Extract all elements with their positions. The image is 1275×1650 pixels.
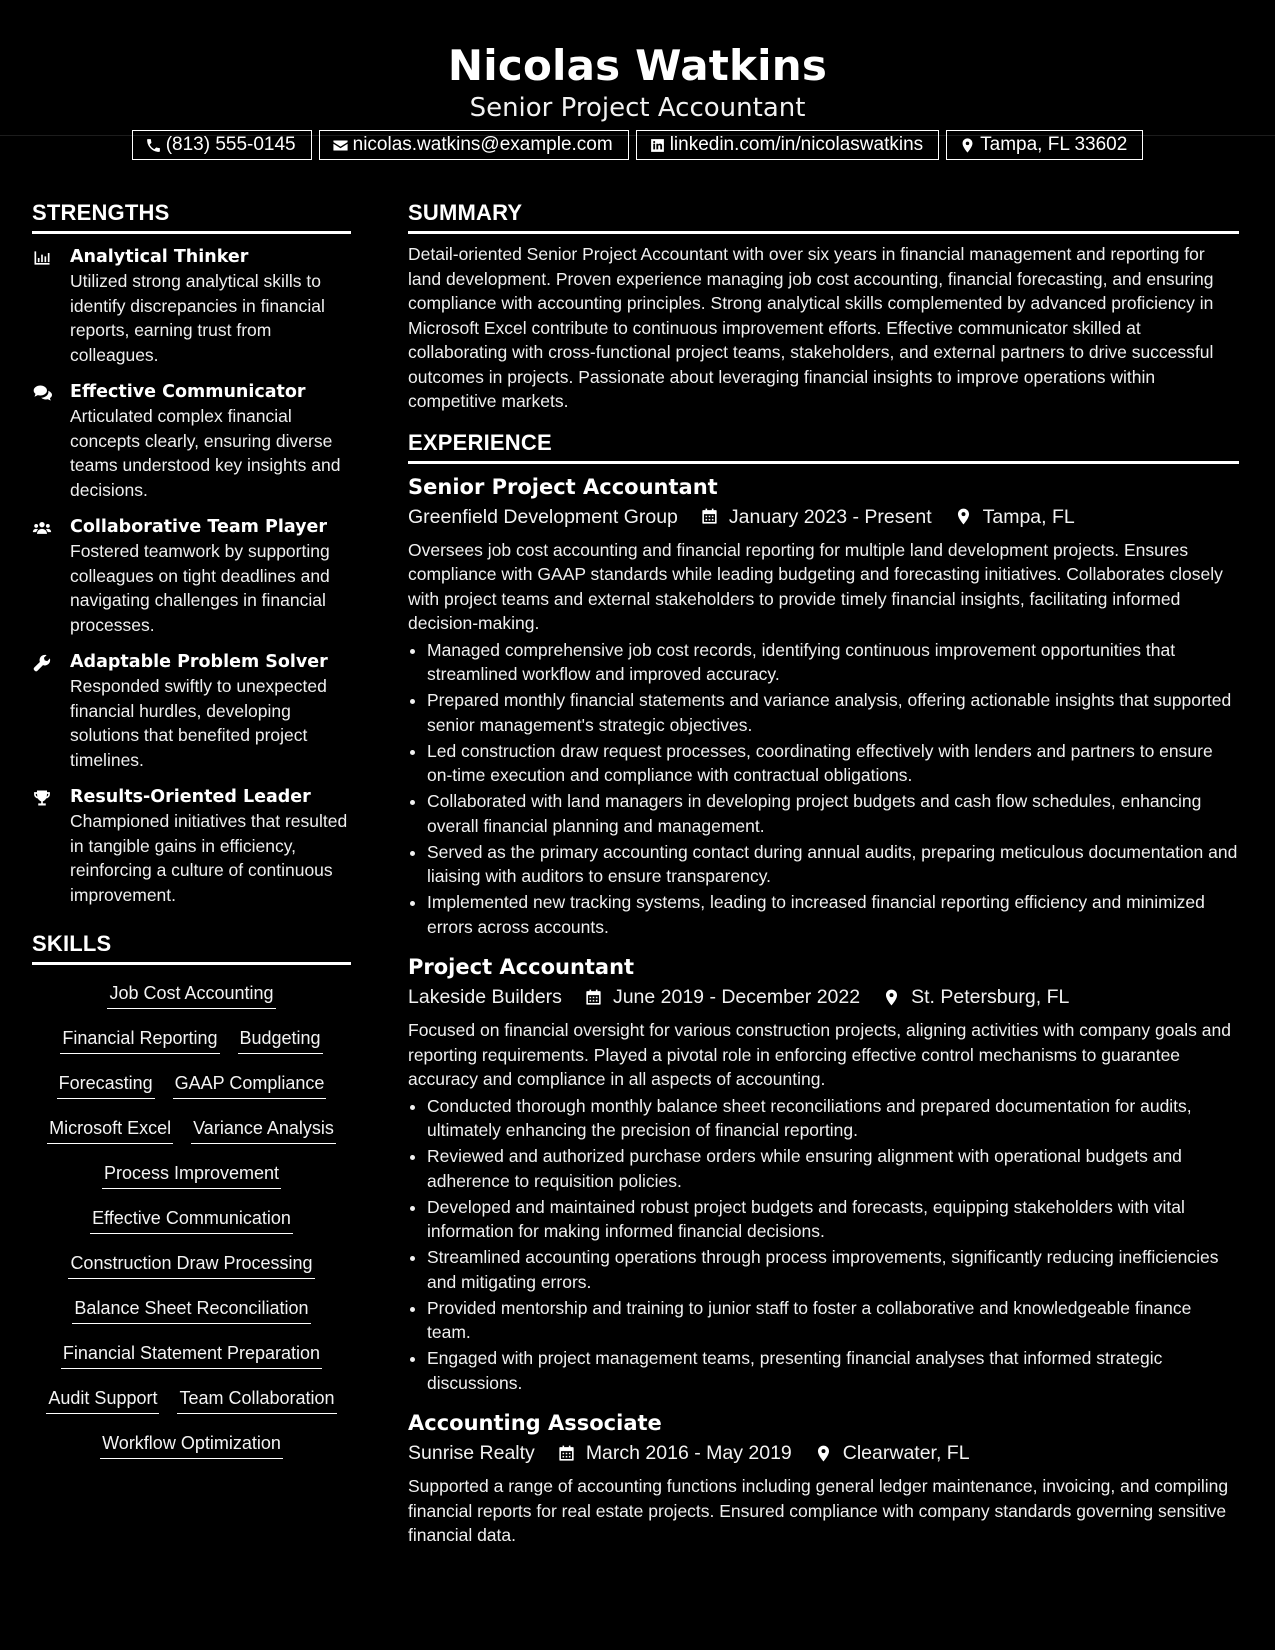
location-text: Tampa, FL 33602 — [980, 134, 1128, 155]
strength-title: Effective Communicator — [70, 382, 306, 402]
strength-item — [32, 650, 351, 772]
strength-description: Articulated complex financial concepts clearly, ensuring diverse teams understood key insights and decisions. — [70, 406, 341, 500]
contact-location[interactable] — [946, 130, 1143, 160]
resume-header — [0, 0, 1275, 155]
job-company: Greenfield Development Group — [408, 505, 678, 528]
phone-icon — [145, 137, 162, 154]
skill-tag: Audit Support — [46, 1387, 159, 1414]
job-dates: January 2023 - Present — [728, 505, 932, 528]
skill-tag: Forecasting — [57, 1072, 155, 1099]
job-bullet: • Conducted thorough monthly balance sheet reconciliations and prepared documentation for audits, ultimately enhancing the precision of financial reporting. — [427, 1094, 1239, 1143]
job-bullet: • Served as the primary accounting contact during annual audits, preparing meticulous documentation and liaising with auditors to ensure transparency. — [427, 840, 1239, 889]
job-bullet: • Managed comprehensive job cost records, identifying continuous improvement opportunities that streamlined workflow and improved accuracy. — [427, 638, 1239, 687]
job-bullet: • Implemented new tracking systems, leading to increased financial reporting efficiency and minimized errors across accounts. — [427, 890, 1239, 939]
job-meta — [408, 982, 1239, 1012]
job-bullet: • Prepared monthly financial statements and variance analysis, offering actionable insights that supported senior management's strategic objectives. — [427, 688, 1239, 737]
strength-description: Utilized strong analytical skills to identify discrepancies in financial reports, earning trust from colleagues. — [70, 271, 325, 365]
email-text: nicolas.watkins@example.com — [352, 134, 613, 155]
wrench-icon — [32, 653, 52, 673]
map-marker-icon — [954, 507, 973, 526]
strength-title: Analytical Thinker — [70, 247, 249, 267]
job-bullet: • Collaborated with land managers in developing project budgets and cash flow schedules, enhancing overall financial planning and management. — [427, 789, 1239, 838]
job-location: St. Petersburg, FL — [911, 986, 1070, 1008]
skill-tag: Budgeting — [238, 1027, 323, 1054]
skill-tag: GAAP Compliance — [173, 1072, 327, 1099]
skill-tag: Workflow Optimization — [100, 1432, 283, 1459]
skill-tag: Effective Communication — [90, 1207, 293, 1234]
job-title: Project Accountant — [408, 955, 635, 979]
contact-email[interactable] — [319, 130, 629, 160]
map-marker-icon — [959, 137, 976, 154]
skill-tag: Team Collaboration — [177, 1387, 336, 1414]
strength-title: Collaborative Team Player — [70, 517, 328, 537]
strength-item — [32, 515, 351, 637]
trophy-icon — [32, 788, 52, 808]
contact-phone[interactable] — [132, 130, 312, 160]
strength-title: Adaptable Problem Solver — [70, 652, 328, 672]
job-bullet: • Provided mentorship and training to junior staff to foster a collaborative and knowledgeable finance team. — [427, 1296, 1239, 1345]
calendar-icon — [584, 988, 603, 1007]
job-entry — [408, 953, 1239, 1395]
skill-tag: Balance Sheet Reconciliation — [72, 1297, 310, 1324]
strength-description: Championed initiatives that resulted in tangible gains in efficiency, reinforcing a culture of continuous improvement. — [70, 811, 348, 905]
left-column — [32, 200, 351, 1477]
skill-tag: Financial Reporting — [60, 1027, 219, 1054]
skill-tag: Job Cost Accounting — [107, 982, 275, 1009]
comments-icon — [32, 383, 52, 403]
strength-item — [32, 245, 351, 367]
users-icon — [32, 518, 52, 538]
job-meta — [408, 1438, 1239, 1468]
job-bullet: • Engaged with project management teams, presenting financial analyses that informed strategic discussions. — [427, 1346, 1239, 1395]
experience-heading: EXPERIENCE — [408, 430, 1239, 464]
job-title: Accounting Associate — [408, 1411, 662, 1435]
job-bullet: • Led construction draw request processes, coordinating effectively with lenders and partners to ensure on-time execution and compliance with contractual obligations. — [427, 739, 1239, 788]
job-bullet: • Developed and maintained robust project budgets and forecasts, equipping stakeholders with vital information for making informed financial decisions. — [427, 1195, 1239, 1244]
job-description: Focused on financial oversight for various construction projects, aligning activities with company goals and reporting requirements. Played a pivotal role in enforcing effective control mechanisms to guarantee accuracy and compliance in all aspects of accounting. — [408, 1020, 1231, 1089]
right-column — [408, 200, 1239, 1548]
candidate-name: Nicolas Watkins — [447, 41, 828, 90]
job-meta — [408, 502, 1239, 532]
bar-chart-icon — [32, 248, 52, 268]
job-bullets — [408, 638, 1239, 940]
job-entry — [408, 1409, 1239, 1548]
skill-tag: Financial Statement Preparation — [61, 1342, 322, 1369]
job-dates: June 2019 - December 2022 — [612, 986, 861, 1008]
calendar-icon — [700, 507, 719, 526]
summary-text: Detail-oriented Senior Project Accountant with over six years in financial management and reporting for land development. Proven experience managing job cost accounting, financial forecasting, and ensuring compliance with accounting principles. Strong analytical skills complemented by advanced proficiency in Microsoft Excel contribute to continuous improvement efforts. Effective communicator skilled at collaborating with cross-functional project teams, stakeholders, and external partners to drive successful outcomes in projects. Passionate about leveraging financial insights to improve operations within competitive markets. — [408, 244, 1214, 411]
contact-linkedin[interactable] — [636, 130, 939, 160]
contact-bar — [0, 130, 1275, 160]
phone-text: (813) 555-0145 — [165, 134, 296, 155]
candidate-title: Senior Project Accountant — [469, 93, 806, 123]
job-location: Tampa, FL — [982, 505, 1075, 528]
linkedin-text: linkedin.com/in/nicolaswatkins — [669, 134, 924, 155]
skill-tag: Process Improvement — [102, 1162, 281, 1189]
summary-heading: SUMMARY — [408, 200, 1239, 234]
strengths-list — [32, 245, 351, 907]
strength-description: Fostered teamwork by supporting colleagues on tight deadlines and navigating challenges in financial processes. — [70, 541, 330, 635]
job-location: Clearwater, FL — [842, 1442, 970, 1464]
skill-tag: Microsoft Excel — [47, 1117, 173, 1144]
job-bullet: • Reviewed and authorized purchase orders while ensuring alignment with operational budgets and adherence to requisition policies. — [427, 1144, 1239, 1193]
envelope-icon — [332, 137, 349, 154]
map-marker-icon — [882, 988, 901, 1007]
map-marker-icon — [814, 1444, 833, 1463]
job-entry — [408, 473, 1239, 940]
strength-item — [32, 785, 351, 907]
calendar-icon — [557, 1444, 576, 1463]
strengths-heading: STRENGTHS — [32, 200, 351, 234]
job-dates: March 2016 - May 2019 — [585, 1442, 792, 1464]
skills-heading: SKILLS — [32, 931, 351, 965]
strength-item — [32, 380, 351, 502]
job-company: Lakeside Builders — [408, 986, 562, 1008]
job-title: Senior Project Accountant — [408, 474, 718, 499]
job-description: Supported a range of accounting functions including general ledger maintenance, invoicing, and compiling financial reports for real estate projects. Ensured compliance with company standards governing sensitive financial data. — [408, 1476, 1229, 1545]
strength-title: Results-Oriented Leader — [70, 787, 311, 807]
skill-tag: Variance Analysis — [191, 1117, 336, 1144]
linkedin-icon — [649, 137, 666, 154]
strength-description: Responded swiftly to unexpected financial hurdles, developing solutions that benefited project timelines. — [70, 676, 327, 770]
job-bullets — [408, 1094, 1239, 1396]
job-company: Sunrise Realty — [408, 1442, 535, 1464]
skills-list — [32, 982, 351, 1477]
job-bullet: • Streamlined accounting operations through process improvements, significantly reducing inefficiencies and mitigating errors. — [427, 1245, 1239, 1294]
skill-tag: Construction Draw Processing — [68, 1252, 314, 1279]
job-description: Oversees job cost accounting and financial reporting for multiple land development projects. Ensures compliance with GAAP standards while leading budgeting and forecasting initiatives. Collaborates closely with project teams and external stakeholders to provide timely financial insights, facilitating informed decision-making. — [408, 539, 1223, 633]
